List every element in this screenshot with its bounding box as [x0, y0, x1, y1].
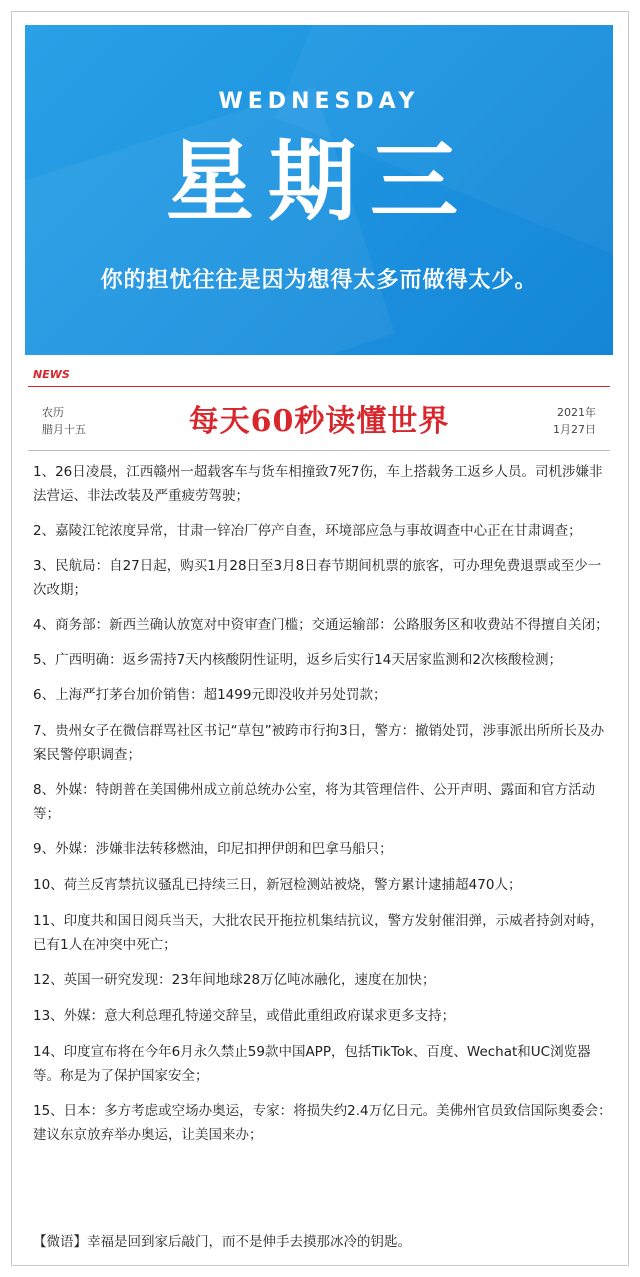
news-item: 14、印度宣布将在今年6月永久禁止59款中国APP，包括TikTok、百度、Wechat和UC浏览器等。称是为了保护国家安全； — [33, 1044, 591, 1084]
closing-quote: 【微语】幸福是回到家后敲门，而不是伸手去摸那冰冷的钥匙。 — [33, 1234, 411, 1250]
news-item: 11、印度共和国日阅兵当天，大批农民开拖拉机集结抗议，警方发射催泪弹，示威者持剑对峙，已有1人在冲突中死亡； — [33, 913, 604, 953]
news-item: 10、荷兰反宵禁抗议骚乱已持续三日，新冠检测站被烧，警方累计逮捕超470人； — [33, 877, 522, 893]
masthead-row — [28, 400, 610, 450]
news-list — [33, 460, 613, 1158]
header-banner — [25, 25, 613, 355]
news-item: 8、外媒：特朗普在美国佛州成立前总统办公室，将为其管理信件、公开声明、露面和官方活动等； — [33, 782, 596, 822]
lunar-date-label: 农历 — [42, 406, 64, 419]
news-item: 6、上海严打茅台加价销售：超1499元即没收并另处罚款； — [33, 687, 387, 703]
daily-motto: 你的担忧往往是因为想得太多而做得太少。 — [100, 268, 538, 293]
news-item: 5、广西明确：返乡需持7天内核酸阴性证明，返乡后实行14天居家监测和2次核酸检测； — [33, 652, 562, 668]
solar-date-day: 1月27日 — [553, 423, 596, 436]
red-divider — [28, 386, 610, 387]
weekday-chinese: 星期三 — [165, 130, 472, 233]
masthead-title: 每天60秒读懂世界 — [188, 404, 450, 439]
news-item: 9、外媒：涉嫌非法转移燃油，印尼扣押伊朗和巴拿马船只； — [33, 841, 393, 857]
news-item: 2、嘉陵江铊浓度异常，甘肃一锌冶厂停产自查，环境部应急与事故调查中心正在甘肃调查； — [33, 523, 582, 539]
news-item: 12、英国一研究发现：23年间地球28万亿吨冰融化，速度在加快； — [33, 972, 436, 988]
lunar-date-value: 腊月十五 — [42, 423, 86, 436]
solar-date — [553, 404, 596, 438]
news-item: 7、贵州女子在微信群骂社区书记“草包”被跨市行拘3日，警方：撤销处罚，涉事派出所所长及办案民警停职调查； — [33, 723, 605, 763]
news-item: 4、商务部：新西兰确认放宽对中资审查门槛；交通运输部：公路服务区和收费站不得擅自关闭； — [33, 617, 609, 633]
news-item: 13、外媒：意大利总理孔特递交辞呈，或借此重组政府谋求更多支持； — [33, 1008, 456, 1024]
weekday-english: WEDNESDAY — [218, 89, 420, 114]
solar-date-year: 2021年 — [557, 406, 596, 419]
news-item: 1、26日凌晨，江西赣州一超载客车与货车相撞致7死7伤，车上搭载务工返乡人员。司机涉嫌非法营运、非法改装及严重疲劳驾驶； — [33, 464, 603, 504]
news-item: 15、日本：多方考虑或空场办奥运，专家：将损失约2.4万亿日元。美佛州官员致信国际奥委会：建议东京放弃举办奥运，让美国来办； — [33, 1103, 612, 1143]
gray-divider — [28, 450, 610, 451]
news-item: 3、民航局：自27日起，购买1月28日至3月8日春节期间机票的旅客，可办理免费退票或至少一次改期； — [33, 558, 602, 598]
news-tag: NEWS — [33, 368, 70, 381]
